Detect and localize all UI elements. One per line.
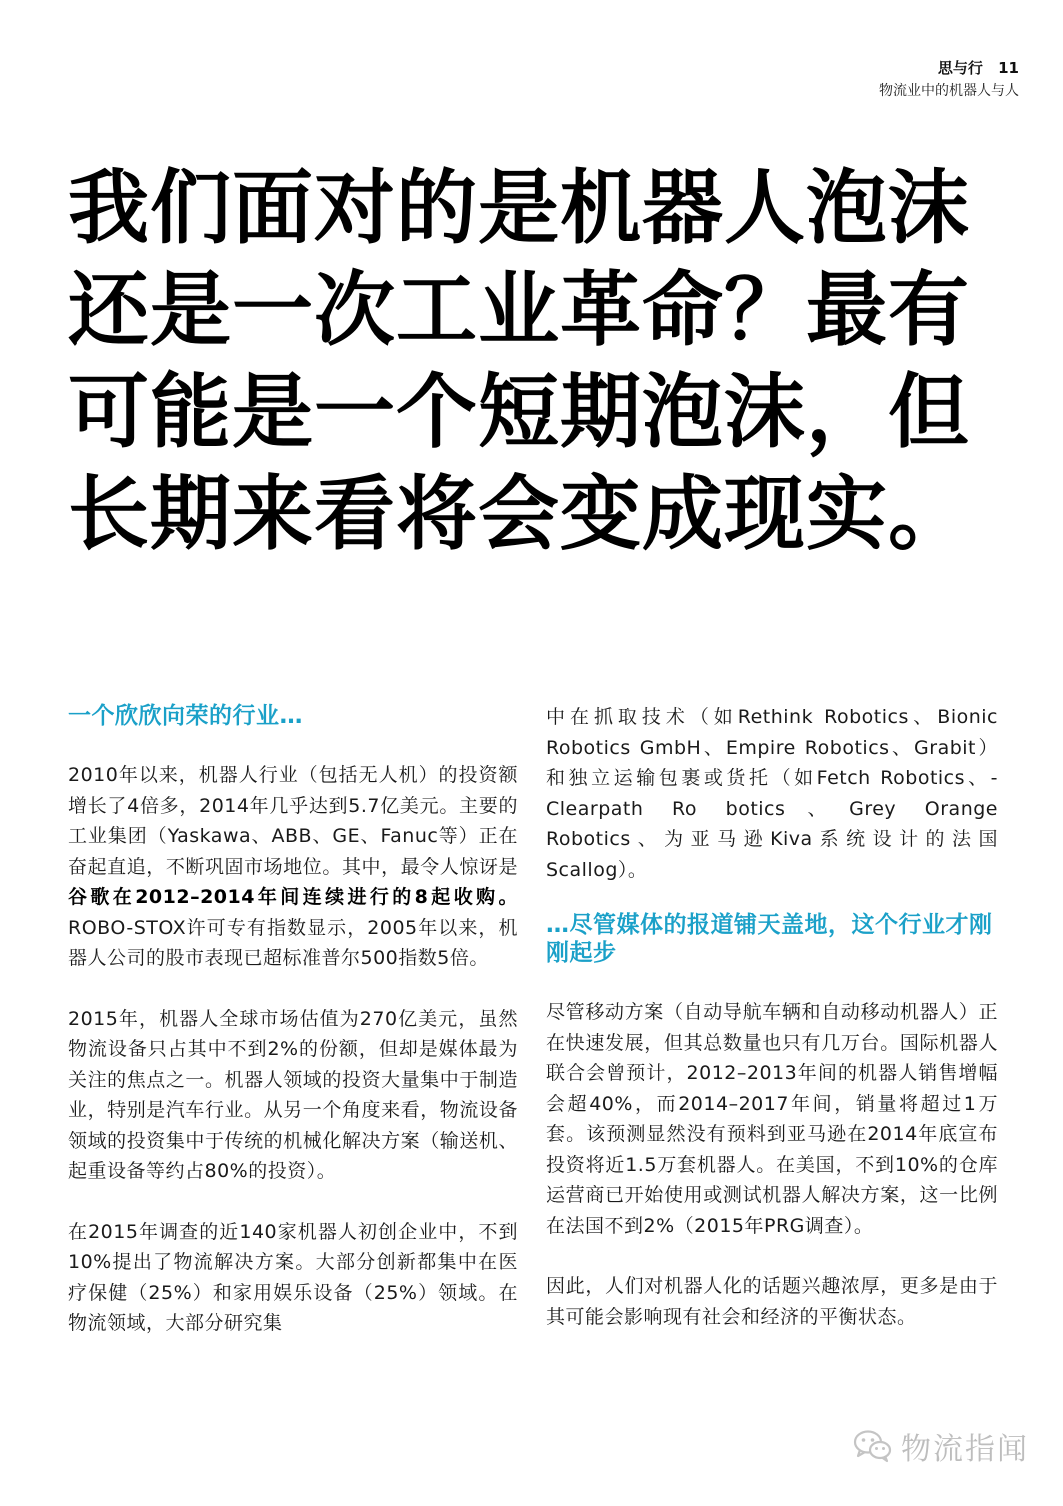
paragraph: 因此，人们对机器人化的话题兴趣浓厚，更多是由于其可能会影响现有社会和经济的平衡状态。: [546, 1275, 998, 1328]
page-number: 11: [998, 59, 1019, 77]
headline-line: 还是一次工业革命？最有: [68, 264, 971, 358]
header-row: [879, 58, 1019, 78]
headline: [68, 158, 998, 566]
bold-text: 谷歌在2012–2014年间连续进行的8起收购。: [68, 886, 518, 908]
paragraph: 尽管移动方案（自动导航车辆和自动移动机器人）正在快速发展，但其总数量也只有几万台。国际机器人联合会曾预计，2012–2013年间的机器人销售增幅会超40%，而2014–2017年间，销量将超过1万套。该预测显然没有预料到亚马逊在2014年底宣布投资将近1.5万套机器人。在美国，不到10%的仓库运营商已开始使用或测试机器人解决方案，这一比例在法国不到2%（2015年PRG调查）。: [546, 1001, 998, 1237]
headline-line: 可能是一个短期泡沫，但: [68, 366, 971, 460]
page-header: [879, 58, 1019, 102]
section-heading: 一个欣欣向荣的行业…: [68, 703, 303, 729]
headline-line: 我们面对的是机器人泡沫: [68, 162, 971, 256]
paragraph: 2015年，机器人全球市场估值为270亿美元，虽然物流设备只占其中不到2%的份额，但却是媒体最为关注的焦点之一。机器人领域的投资大量集中于制造业，特别是汽车行业。从另一个角度来看，物流设备领域的投资集中于传统的机械化解决方案（输送机、起重设备等约占80%的投资）。: [68, 1007, 518, 1182]
paragraph-text: ROBO-STOX许可专有指数显示，2005年以来，机器人公司的股市表现已超标准普尔500指数5倍。: [68, 916, 518, 969]
paragraph-text: 2010年以来，机器人行业（包括无人机）的投资额增长了4倍多，2014年几乎达到5.7亿美元。主要的工业集团（Yaskawa、ABB、GE、Fanuc等）正在奋起直追，不断巩固市场地位。其中，最令人惊讶是: [68, 764, 518, 878]
watermark-text: 物流指闻: [901, 1432, 1029, 1467]
paragraph: [68, 760, 518, 974]
headline-line: 长期来看将会变成现实。: [68, 468, 971, 562]
wechat-icon: [853, 1429, 893, 1463]
left-column: [68, 702, 518, 1339]
right-column: [546, 702, 998, 1332]
paragraph: 中在抓取技术（如Rethink Robotics、Bionic Robotics GmbH、Empire Robotics、Grabit）和独立运输包裹或货托（如Fetch Robotics、-Clearpath Ro botics、Grey Orange Robotics、为亚马逊Kiva系统设计的法国Scallog）。: [546, 706, 998, 881]
section-heading: …尽管媒体的报道铺天盖地，这个行业才刚刚起步: [546, 912, 993, 966]
watermark: [853, 1424, 1029, 1468]
header-subtitle: 物流业中的机器人与人: [879, 83, 1019, 99]
section-title: 思与行: [937, 59, 983, 77]
paragraph: 在2015年调查的近140家机器人初创企业中，不到10%提出了物流解决方案。大部分创新都集中在医疗保健（25%）和家用娱乐设备（25%）领域。在物流领域，大部分研究集: [68, 1220, 518, 1334]
